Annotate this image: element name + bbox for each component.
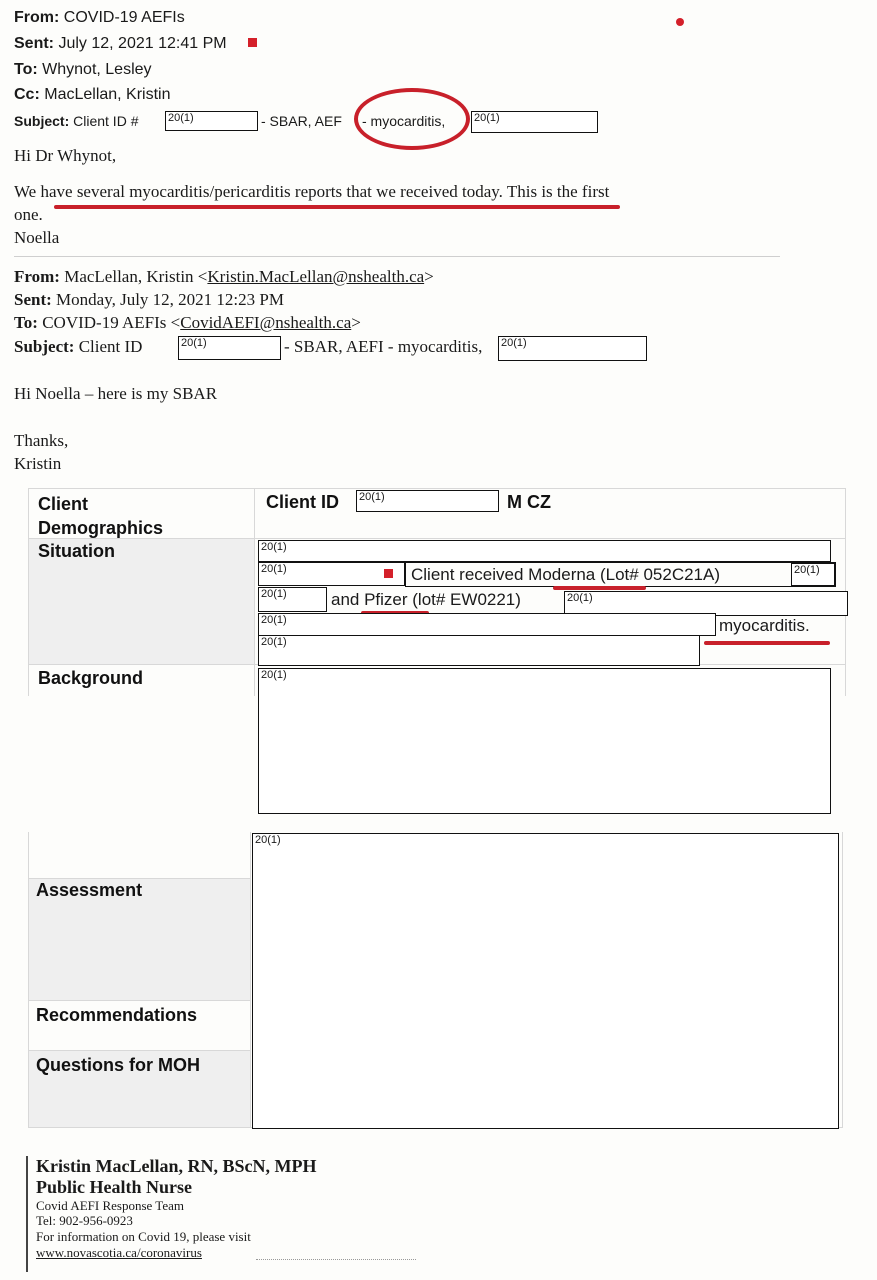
recommendations-label: Recommendations <box>36 1005 198 1025</box>
red-circle-annotation <box>354 88 470 150</box>
client-meta: M CZ <box>507 492 551 512</box>
red-underline <box>704 641 830 645</box>
redaction-box: 20(1) <box>356 490 499 512</box>
dotted-line <box>256 1259 416 1260</box>
email1-body-line2: one. <box>14 205 43 224</box>
grid-line <box>254 488 255 696</box>
email1-subject-myocarditis: - myocarditis, <box>362 113 446 129</box>
redaction-box: 20(1) <box>498 336 647 361</box>
redaction-box: 20(1) <box>252 833 839 1129</box>
redaction-box: 20(1) <box>258 635 700 666</box>
redaction-box: 20(1) <box>791 563 835 586</box>
red-underline <box>553 586 646 590</box>
red-underline <box>54 205 620 209</box>
redaction-box: 20(1) <box>258 613 716 636</box>
email2-thanks: Thanks, <box>14 431 69 450</box>
grid-line <box>28 488 29 696</box>
client-demographics-label: Client Demographics <box>38 494 164 538</box>
redaction-box: 20(1) <box>165 111 258 131</box>
red-dot <box>676 18 684 26</box>
questions-label: Questions for MOH <box>36 1055 201 1075</box>
grid-line <box>28 1000 250 1001</box>
signature-title: Public Health Nurse <box>36 1177 192 1197</box>
situation-vaccine-moderna: Client received Moderna (Lot# 052C21A) <box>411 565 721 584</box>
email2-subject-rest: - SBAR, AEFI - myocarditis, <box>284 337 483 356</box>
email-link[interactable]: Kristin.MacLellan@nshealth.ca <box>207 267 425 286</box>
email-link[interactable]: CovidAEFI@nshealth.ca <box>180 313 352 332</box>
situation-label: Situation <box>38 541 115 561</box>
email1-subject: Subject: Client ID # <box>14 113 139 129</box>
email2-to: To: COVID-19 AEFIs <CovidAEFI@nshealth.ca> <box>14 313 361 332</box>
situation-vaccine-pfizer: and Pfizer (lot# EW0221) <box>331 590 521 609</box>
signature-tel: Tel: 902-956-0923 <box>36 1213 133 1228</box>
email1-from: From: COVID-19 AEFIs <box>14 9 185 26</box>
email1-subject-sbar: - SBAR, AEF <box>261 113 342 129</box>
redaction-box: 20(1) <box>258 587 327 612</box>
redaction-box: 20(1) <box>258 668 831 814</box>
background-label: Background <box>38 668 144 688</box>
signature-info: For information on Covid 19, please visit <box>36 1229 251 1244</box>
client-id-label: Client ID <box>266 492 340 512</box>
divider <box>14 256 780 257</box>
redaction-box: 20(1) <box>258 562 405 586</box>
grid-line <box>250 832 251 1128</box>
email1-greeting: Hi Dr Whynot, <box>14 146 117 165</box>
signature-name: Kristin MacLellan, RN, BScN, MPH <box>36 1156 317 1176</box>
email2-from: From: MacLellan, Kristin <Kristin.MacLellan@nshealth.ca> <box>14 267 434 286</box>
situation-myocarditis: myocarditis. <box>719 616 810 635</box>
redaction-box: 20(1) <box>471 111 598 133</box>
signature-bar <box>26 1156 28 1272</box>
email1-cc: Cc: MacLellan, Kristin <box>14 86 171 103</box>
red-mark <box>248 38 257 47</box>
email1-signoff: Noella <box>14 228 60 247</box>
email2-name: Kristin <box>14 454 62 473</box>
assessment-label: Assessment <box>36 880 143 900</box>
redaction-box: 20(1) <box>258 540 831 562</box>
grid-line <box>842 832 843 1128</box>
email2-subject: Subject: Client ID <box>14 337 143 356</box>
email1-body-line1: We have several myocarditis/pericarditis reports that we received today. This is the first <box>14 182 610 201</box>
email1-to: To: Whynot, Lesley <box>14 61 152 78</box>
redaction-box: 20(1) <box>178 336 281 360</box>
signature-url-link[interactable]: www.novascotia.ca/coronavirus <box>36 1245 202 1260</box>
grid-line <box>28 488 845 489</box>
red-mark <box>384 569 393 578</box>
email2-greeting: Hi Noella – here is my SBAR <box>14 384 218 403</box>
signature-team: Covid AEFI Response Team <box>36 1198 184 1213</box>
email2-sent: Sent: Monday, July 12, 2021 12:23 PM <box>14 290 284 309</box>
grid-line <box>28 832 29 1128</box>
grid-line <box>28 1050 250 1051</box>
redaction-box: 20(1) <box>564 591 848 616</box>
email1-sent: Sent: July 12, 2021 12:41 PM <box>14 35 227 52</box>
